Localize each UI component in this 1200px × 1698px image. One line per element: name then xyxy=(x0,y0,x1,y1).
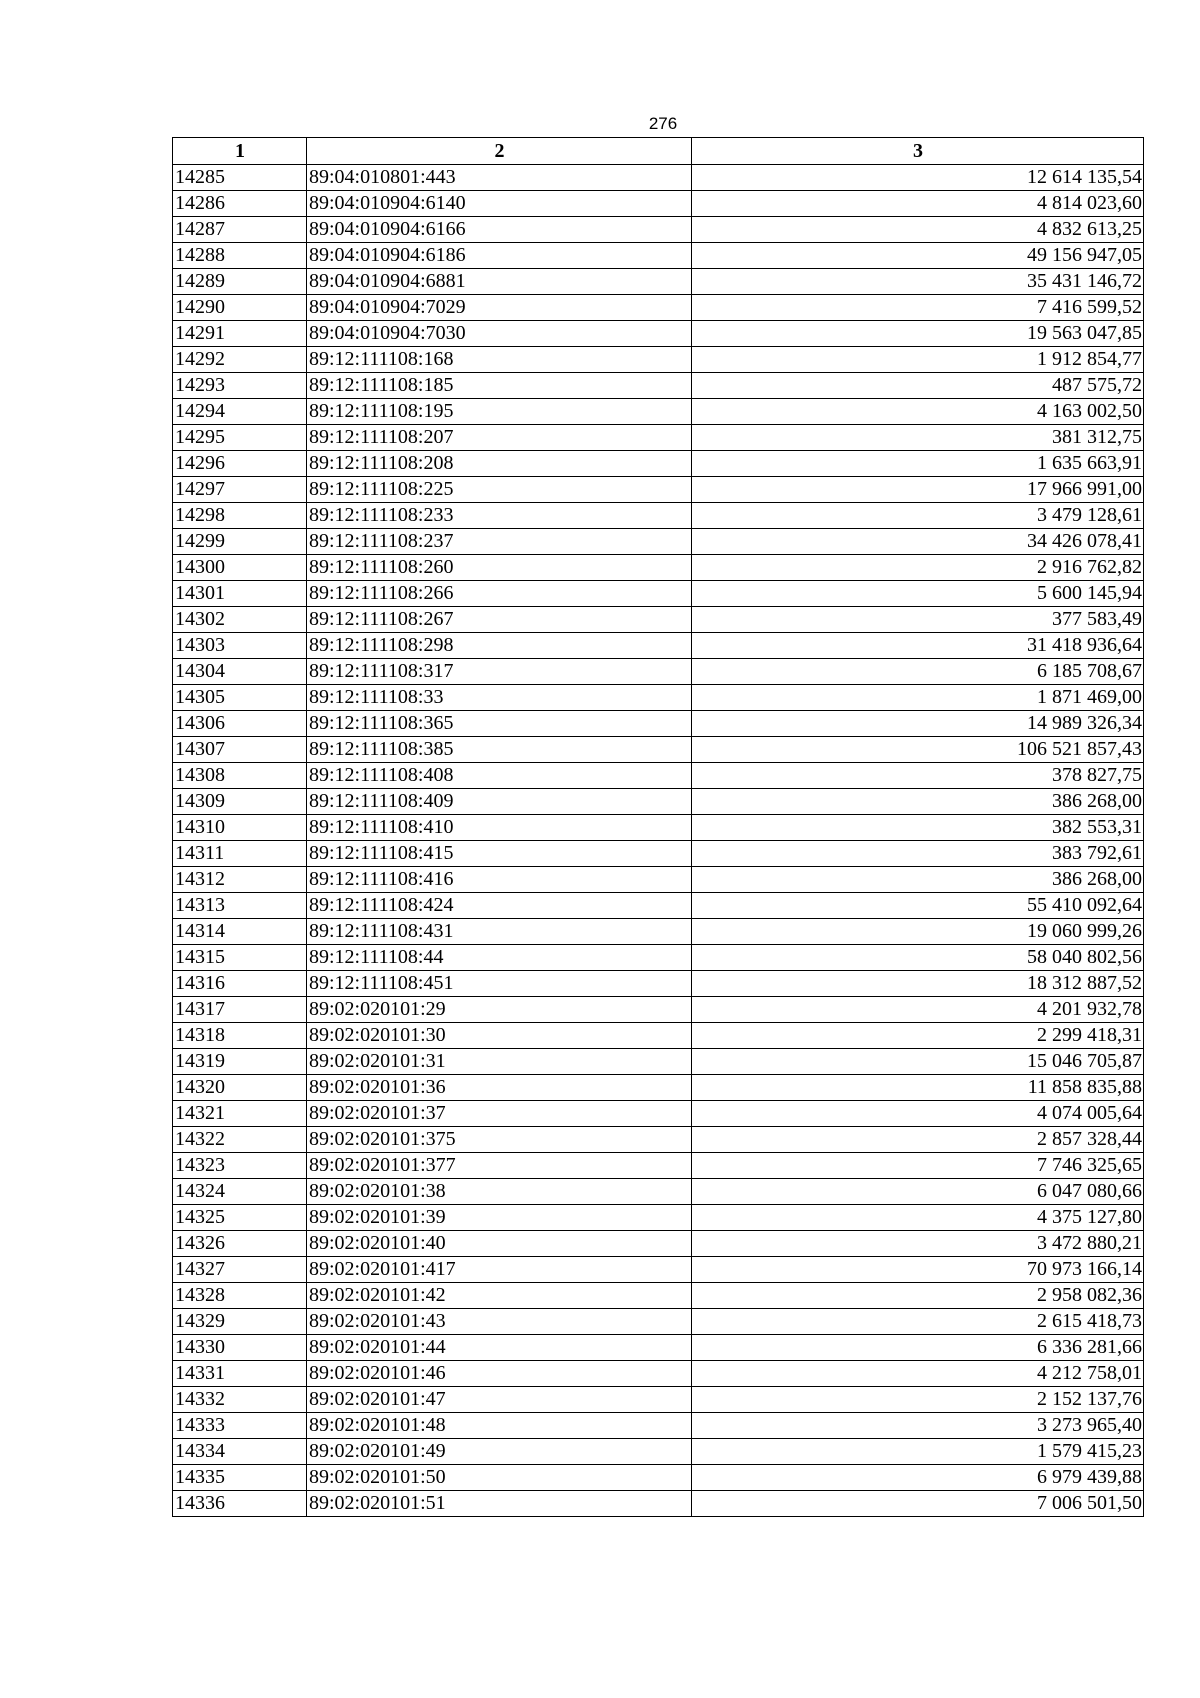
table-row xyxy=(173,217,1144,243)
cadastral-value-cell: 19 060 999,26 xyxy=(692,919,1144,945)
row-number-cell: 14301 xyxy=(173,581,307,607)
table-row xyxy=(173,659,1144,685)
cadastral-number-cell: 89:12:111108:385 xyxy=(307,737,692,763)
column-header-cadastral-number: 2 xyxy=(307,138,692,165)
cadastral-number-cell: 89:12:111108:33 xyxy=(307,685,692,711)
table-body xyxy=(173,165,1144,1517)
cadastral-number-cell: 89:02:020101:30 xyxy=(307,1023,692,1049)
table-row xyxy=(173,1257,1144,1283)
table-row xyxy=(173,841,1144,867)
cadastral-value-cell: 34 426 078,41 xyxy=(692,529,1144,555)
cadastral-value-cell: 2 299 418,31 xyxy=(692,1023,1144,1049)
row-number-cell: 14296 xyxy=(173,451,307,477)
cadastral-number-cell: 89:04:010904:7029 xyxy=(307,295,692,321)
table-row xyxy=(173,1439,1144,1465)
table-row xyxy=(173,1283,1144,1309)
row-number-cell: 14328 xyxy=(173,1283,307,1309)
cadastral-number-cell: 89:02:020101:36 xyxy=(307,1075,692,1101)
cadastral-value-table xyxy=(172,137,1144,1517)
row-number-cell: 14313 xyxy=(173,893,307,919)
cadastral-value-cell: 378 827,75 xyxy=(692,763,1144,789)
cadastral-number-cell: 89:12:111108:365 xyxy=(307,711,692,737)
row-number-cell: 14312 xyxy=(173,867,307,893)
row-number-cell: 14335 xyxy=(173,1465,307,1491)
cadastral-value-cell: 4 201 932,78 xyxy=(692,997,1144,1023)
cadastral-number-cell: 89:12:111108:409 xyxy=(307,789,692,815)
cadastral-number-cell: 89:12:111108:195 xyxy=(307,399,692,425)
cadastral-number-cell: 89:04:010904:7030 xyxy=(307,321,692,347)
row-number-cell: 14303 xyxy=(173,633,307,659)
row-number-cell: 14300 xyxy=(173,555,307,581)
cadastral-value-cell: 381 312,75 xyxy=(692,425,1144,451)
cadastral-value-cell: 2 916 762,82 xyxy=(692,555,1144,581)
row-number-cell: 14332 xyxy=(173,1387,307,1413)
table-row xyxy=(173,1205,1144,1231)
cadastral-value-cell: 7 746 325,65 xyxy=(692,1153,1144,1179)
cadastral-value-cell: 4 832 613,25 xyxy=(692,217,1144,243)
table-row xyxy=(173,1309,1144,1335)
table-row xyxy=(173,399,1144,425)
row-number-cell: 14314 xyxy=(173,919,307,945)
row-number-cell: 14317 xyxy=(173,997,307,1023)
cadastral-value-cell: 11 858 835,88 xyxy=(692,1075,1144,1101)
table-row xyxy=(173,581,1144,607)
cadastral-number-cell: 89:12:111108:267 xyxy=(307,607,692,633)
cadastral-value-cell: 4 212 758,01 xyxy=(692,1361,1144,1387)
row-number-cell: 14329 xyxy=(173,1309,307,1335)
cadastral-number-cell: 89:12:111108:416 xyxy=(307,867,692,893)
row-number-cell: 14323 xyxy=(173,1153,307,1179)
row-number-cell: 14288 xyxy=(173,243,307,269)
row-number-cell: 14316 xyxy=(173,971,307,997)
cadastral-value-cell: 18 312 887,52 xyxy=(692,971,1144,997)
table-row xyxy=(173,1491,1144,1517)
row-number-cell: 14285 xyxy=(173,165,307,191)
row-number-cell: 14287 xyxy=(173,217,307,243)
cadastral-number-cell: 89:04:010801:443 xyxy=(307,165,692,191)
table-row xyxy=(173,1075,1144,1101)
table-row xyxy=(173,607,1144,633)
cadastral-value-cell: 4 074 005,64 xyxy=(692,1101,1144,1127)
table-row xyxy=(173,1465,1144,1491)
cadastral-number-cell: 89:12:111108:424 xyxy=(307,893,692,919)
row-number-cell: 14306 xyxy=(173,711,307,737)
cadastral-number-cell: 89:02:020101:29 xyxy=(307,997,692,1023)
cadastral-value-cell: 1 579 415,23 xyxy=(692,1439,1144,1465)
table-row xyxy=(173,477,1144,503)
table-row xyxy=(173,1153,1144,1179)
row-number-cell: 14295 xyxy=(173,425,307,451)
row-number-cell: 14302 xyxy=(173,607,307,633)
row-number-cell: 14308 xyxy=(173,763,307,789)
row-number-cell: 14318 xyxy=(173,1023,307,1049)
cadastral-value-cell: 106 521 857,43 xyxy=(692,737,1144,763)
table-row xyxy=(173,1335,1144,1361)
row-number-cell: 14299 xyxy=(173,529,307,555)
cadastral-number-cell: 89:12:111108:168 xyxy=(307,347,692,373)
cadastral-number-cell: 89:04:010904:6140 xyxy=(307,191,692,217)
table-row xyxy=(173,373,1144,399)
cadastral-number-cell: 89:02:020101:375 xyxy=(307,1127,692,1153)
cadastral-value-cell: 7 006 501,50 xyxy=(692,1491,1144,1517)
row-number-cell: 14326 xyxy=(173,1231,307,1257)
cadastral-number-cell: 89:02:020101:377 xyxy=(307,1153,692,1179)
row-number-cell: 14292 xyxy=(173,347,307,373)
cadastral-value-cell: 6 336 281,66 xyxy=(692,1335,1144,1361)
row-number-cell: 14304 xyxy=(173,659,307,685)
row-number-cell: 14322 xyxy=(173,1127,307,1153)
row-number-cell: 14309 xyxy=(173,789,307,815)
table-row xyxy=(173,295,1144,321)
row-number-cell: 14310 xyxy=(173,815,307,841)
cadastral-value-cell: 382 553,31 xyxy=(692,815,1144,841)
cadastral-number-cell: 89:12:111108:237 xyxy=(307,529,692,555)
table-row xyxy=(173,191,1144,217)
table-row xyxy=(173,243,1144,269)
cadastral-number-cell: 89:04:010904:6186 xyxy=(307,243,692,269)
cadastral-value-cell: 19 563 047,85 xyxy=(692,321,1144,347)
cadastral-value-cell: 3 273 965,40 xyxy=(692,1413,1144,1439)
cadastral-value-cell: 377 583,49 xyxy=(692,607,1144,633)
cadastral-value-cell: 4 814 023,60 xyxy=(692,191,1144,217)
table-row xyxy=(173,451,1144,477)
table-row xyxy=(173,1127,1144,1153)
cadastral-number-cell: 89:02:020101:31 xyxy=(307,1049,692,1075)
row-number-cell: 14330 xyxy=(173,1335,307,1361)
cadastral-number-cell: 89:02:020101:417 xyxy=(307,1257,692,1283)
row-number-cell: 14298 xyxy=(173,503,307,529)
cadastral-value-cell: 31 418 936,64 xyxy=(692,633,1144,659)
cadastral-number-cell: 89:12:111108:317 xyxy=(307,659,692,685)
cadastral-number-cell: 89:02:020101:39 xyxy=(307,1205,692,1231)
row-number-cell: 14336 xyxy=(173,1491,307,1517)
cadastral-number-cell: 89:12:111108:451 xyxy=(307,971,692,997)
cadastral-value-cell: 4 163 002,50 xyxy=(692,399,1144,425)
cadastral-value-cell: 1 871 469,00 xyxy=(692,685,1144,711)
cadastral-number-cell: 89:04:010904:6166 xyxy=(307,217,692,243)
table-row xyxy=(173,1413,1144,1439)
cadastral-number-cell: 89:02:020101:47 xyxy=(307,1387,692,1413)
table-row xyxy=(173,789,1144,815)
column-header-number: 1 xyxy=(173,138,307,165)
cadastral-number-cell: 89:04:010904:6881 xyxy=(307,269,692,295)
cadastral-value-cell: 4 375 127,80 xyxy=(692,1205,1144,1231)
table-row xyxy=(173,763,1144,789)
cadastral-number-cell: 89:02:020101:49 xyxy=(307,1439,692,1465)
cadastral-number-cell: 89:12:111108:225 xyxy=(307,477,692,503)
row-number-cell: 14324 xyxy=(173,1179,307,1205)
table-row xyxy=(173,1361,1144,1387)
table-row xyxy=(173,893,1144,919)
table-row xyxy=(173,321,1144,347)
row-number-cell: 14315 xyxy=(173,945,307,971)
cadastral-number-cell: 89:02:020101:37 xyxy=(307,1101,692,1127)
row-number-cell: 14325 xyxy=(173,1205,307,1231)
row-number-cell: 14305 xyxy=(173,685,307,711)
cadastral-number-cell: 89:02:020101:38 xyxy=(307,1179,692,1205)
cadastral-value-cell: 49 156 947,05 xyxy=(692,243,1144,269)
cadastral-value-cell: 2 615 418,73 xyxy=(692,1309,1144,1335)
cadastral-value-cell: 70 973 166,14 xyxy=(692,1257,1144,1283)
cadastral-number-cell: 89:12:111108:266 xyxy=(307,581,692,607)
cadastral-number-cell: 89:12:111108:298 xyxy=(307,633,692,659)
table-row xyxy=(173,737,1144,763)
table-row xyxy=(173,919,1144,945)
cadastral-value-cell: 58 040 802,56 xyxy=(692,945,1144,971)
column-header-value: 3 xyxy=(692,138,1144,165)
row-number-cell: 14331 xyxy=(173,1361,307,1387)
row-number-cell: 14291 xyxy=(173,321,307,347)
row-number-cell: 14320 xyxy=(173,1075,307,1101)
table-row xyxy=(173,347,1144,373)
cadastral-number-cell: 89:12:111108:207 xyxy=(307,425,692,451)
cadastral-number-cell: 89:02:020101:46 xyxy=(307,1361,692,1387)
cadastral-number-cell: 89:02:020101:40 xyxy=(307,1231,692,1257)
row-number-cell: 14290 xyxy=(173,295,307,321)
cadastral-number-cell: 89:02:020101:43 xyxy=(307,1309,692,1335)
row-number-cell: 14293 xyxy=(173,373,307,399)
cadastral-value-cell: 2 958 082,36 xyxy=(692,1283,1144,1309)
cadastral-number-cell: 89:02:020101:48 xyxy=(307,1413,692,1439)
row-number-cell: 14307 xyxy=(173,737,307,763)
table-row xyxy=(173,815,1144,841)
table-row xyxy=(173,1023,1144,1049)
table-row xyxy=(173,1049,1144,1075)
table-row xyxy=(173,945,1144,971)
cadastral-value-cell: 15 046 705,87 xyxy=(692,1049,1144,1075)
cadastral-value-cell: 6 185 708,67 xyxy=(692,659,1144,685)
row-number-cell: 14327 xyxy=(173,1257,307,1283)
table-row xyxy=(173,1101,1144,1127)
cadastral-value-cell: 12 614 135,54 xyxy=(692,165,1144,191)
row-number-cell: 14311 xyxy=(173,841,307,867)
table-header xyxy=(173,138,1144,165)
cadastral-number-cell: 89:12:111108:208 xyxy=(307,451,692,477)
cadastral-value-cell: 14 989 326,34 xyxy=(692,711,1144,737)
cadastral-number-cell: 89:12:111108:260 xyxy=(307,555,692,581)
cadastral-number-cell: 89:12:111108:415 xyxy=(307,841,692,867)
row-number-cell: 14297 xyxy=(173,477,307,503)
cadastral-number-cell: 89:12:111108:410 xyxy=(307,815,692,841)
table-row xyxy=(173,1179,1144,1205)
table-row xyxy=(173,165,1144,191)
row-number-cell: 14286 xyxy=(173,191,307,217)
cadastral-number-cell: 89:12:111108:233 xyxy=(307,503,692,529)
cadastral-number-cell: 89:12:111108:185 xyxy=(307,373,692,399)
table-row xyxy=(173,1231,1144,1257)
table-row xyxy=(173,685,1144,711)
row-number-cell: 14333 xyxy=(173,1413,307,1439)
cadastral-value-cell: 7 416 599,52 xyxy=(692,295,1144,321)
table-row xyxy=(173,711,1144,737)
table-row xyxy=(173,425,1144,451)
table-row xyxy=(173,529,1144,555)
table-header-row xyxy=(173,138,1144,165)
cadastral-value-cell: 35 431 146,72 xyxy=(692,269,1144,295)
row-number-cell: 14321 xyxy=(173,1101,307,1127)
table-row xyxy=(173,997,1144,1023)
cadastral-value-cell: 3 479 128,61 xyxy=(692,503,1144,529)
cadastral-number-cell: 89:12:111108:408 xyxy=(307,763,692,789)
cadastral-value-cell: 3 472 880,21 xyxy=(692,1231,1144,1257)
cadastral-value-cell: 383 792,61 xyxy=(692,841,1144,867)
page-number: 276 xyxy=(648,114,678,133)
table-row xyxy=(173,503,1144,529)
row-number-cell: 14334 xyxy=(173,1439,307,1465)
cadastral-value-cell: 386 268,00 xyxy=(692,867,1144,893)
table-row xyxy=(173,555,1144,581)
cadastral-value-cell: 2 152 137,76 xyxy=(692,1387,1144,1413)
cadastral-number-cell: 89:02:020101:44 xyxy=(307,1335,692,1361)
row-number-cell: 14289 xyxy=(173,269,307,295)
cadastral-value-cell: 386 268,00 xyxy=(692,789,1144,815)
row-number-cell: 14319 xyxy=(173,1049,307,1075)
table-row xyxy=(173,867,1144,893)
cadastral-value-cell: 2 857 328,44 xyxy=(692,1127,1144,1153)
cadastral-number-cell: 89:12:111108:431 xyxy=(307,919,692,945)
cadastral-number-cell: 89:02:020101:50 xyxy=(307,1465,692,1491)
cadastral-value-cell: 1 912 854,77 xyxy=(692,347,1144,373)
cadastral-number-cell: 89:02:020101:51 xyxy=(307,1491,692,1517)
cadastral-value-cell: 487 575,72 xyxy=(692,373,1144,399)
cadastral-number-cell: 89:02:020101:42 xyxy=(307,1283,692,1309)
table-row xyxy=(173,633,1144,659)
row-number-cell: 14294 xyxy=(173,399,307,425)
cadastral-value-cell: 17 966 991,00 xyxy=(692,477,1144,503)
cadastral-value-cell: 5 600 145,94 xyxy=(692,581,1144,607)
cadastral-value-cell: 6 047 080,66 xyxy=(692,1179,1144,1205)
cadastral-value-cell: 55 410 092,64 xyxy=(692,893,1144,919)
cadastral-value-cell: 6 979 439,88 xyxy=(692,1465,1144,1491)
cadastral-value-cell: 1 635 663,91 xyxy=(692,451,1144,477)
table-row xyxy=(173,971,1144,997)
table-row xyxy=(173,1387,1144,1413)
cadastral-number-cell: 89:12:111108:44 xyxy=(307,945,692,971)
table-row xyxy=(173,269,1144,295)
